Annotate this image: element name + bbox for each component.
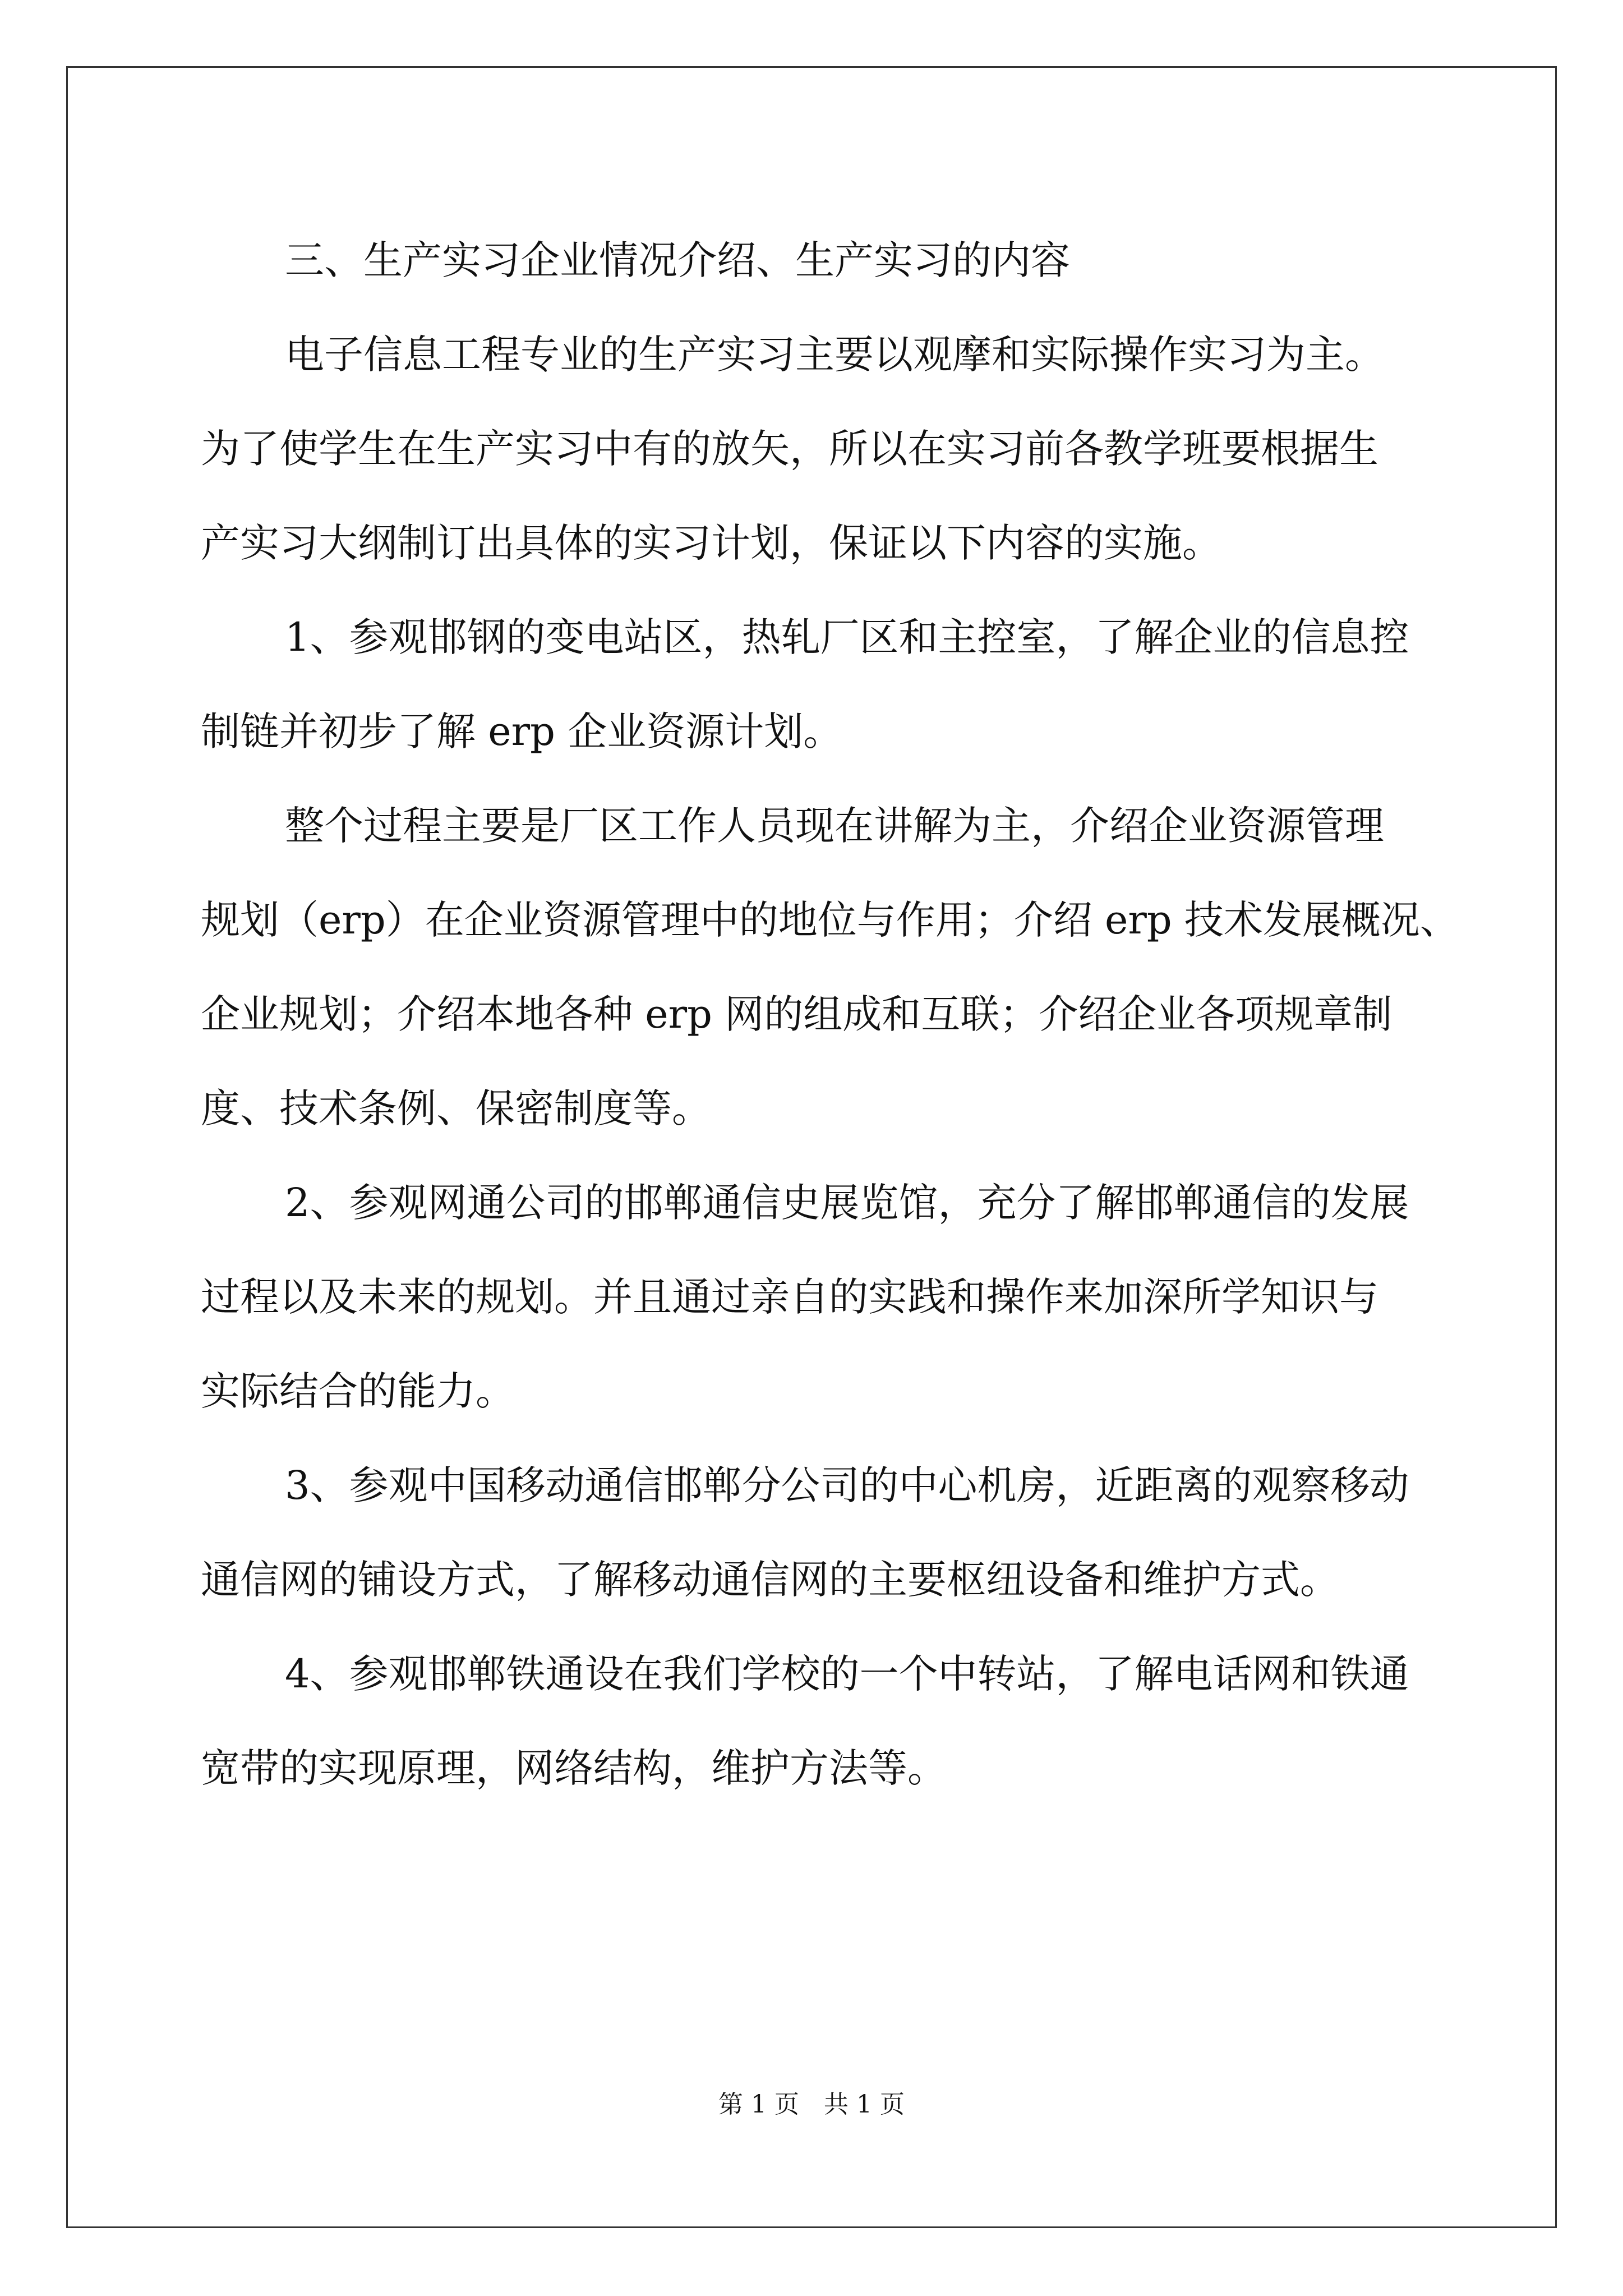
paragraph-line: 1、参观邯钢的变电站区，热轧厂区和主控室，了解企业的信息控 <box>285 614 1409 660</box>
paragraph-line: 整个过程主要是厂区工作人员现在讲解为主，介绍企业资源管理 <box>285 803 1384 849</box>
paragraph-line: 通信网的铺设方式，了解移动通信网的主要枢纽设备和维护方式。 <box>201 1557 1339 1603</box>
page-footer: 第 1 页 共 1 页 <box>718 2090 905 2119</box>
paragraph-line: 过程以及未来的规划。并且通过亲自的实践和操作来加深所学知识与 <box>201 1274 1378 1320</box>
paragraph-line: 制链并初步了解 erp 企业资源计划。 <box>201 708 843 754</box>
paragraph-line: 度、技术条例、保密制度等。 <box>201 1085 711 1131</box>
paragraph-line: 宽带的实现原理，网络结构，维护方法等。 <box>201 1745 947 1791</box>
section-heading: 三、生产实习企业情况介绍、生产实习的内容 <box>285 237 1070 283</box>
paragraph-line: 规划（erp）在企业资源管理中的地位与作用；介绍 erp 技术发展概况、 <box>201 897 1459 943</box>
paragraph-line: 4、参观邯郸铁通设在我们学校的一个中转站，了解电话网和铁通 <box>285 1651 1409 1697</box>
paragraph-line: 实际结合的能力。 <box>201 1368 515 1414</box>
document-body <box>201 213 1459 1815</box>
paragraph-line: 企业规划；介绍本地各种 erp 网的组成和互联；介绍企业各项规章制 <box>201 991 1393 1037</box>
paragraph-line: 2、参观网通公司的邯郸通信史展览馆，充分了解邯郸通信的发展 <box>285 1180 1409 1226</box>
paragraph-line: 电子信息工程专业的生产实习主要以观摩和实际操作实习为主。 <box>285 332 1384 378</box>
paragraph-line: 产实习大纲制订出具体的实习计划，保证以下内容的实施。 <box>201 520 1221 566</box>
paragraph-line: 3、参观中国移动通信邯郸分公司的中心机房，近距离的观察移动 <box>285 1462 1409 1508</box>
paragraph-line: 为了使学生在生产实习中有的放矢，所以在实习前各教学班要根据生 <box>201 426 1378 472</box>
